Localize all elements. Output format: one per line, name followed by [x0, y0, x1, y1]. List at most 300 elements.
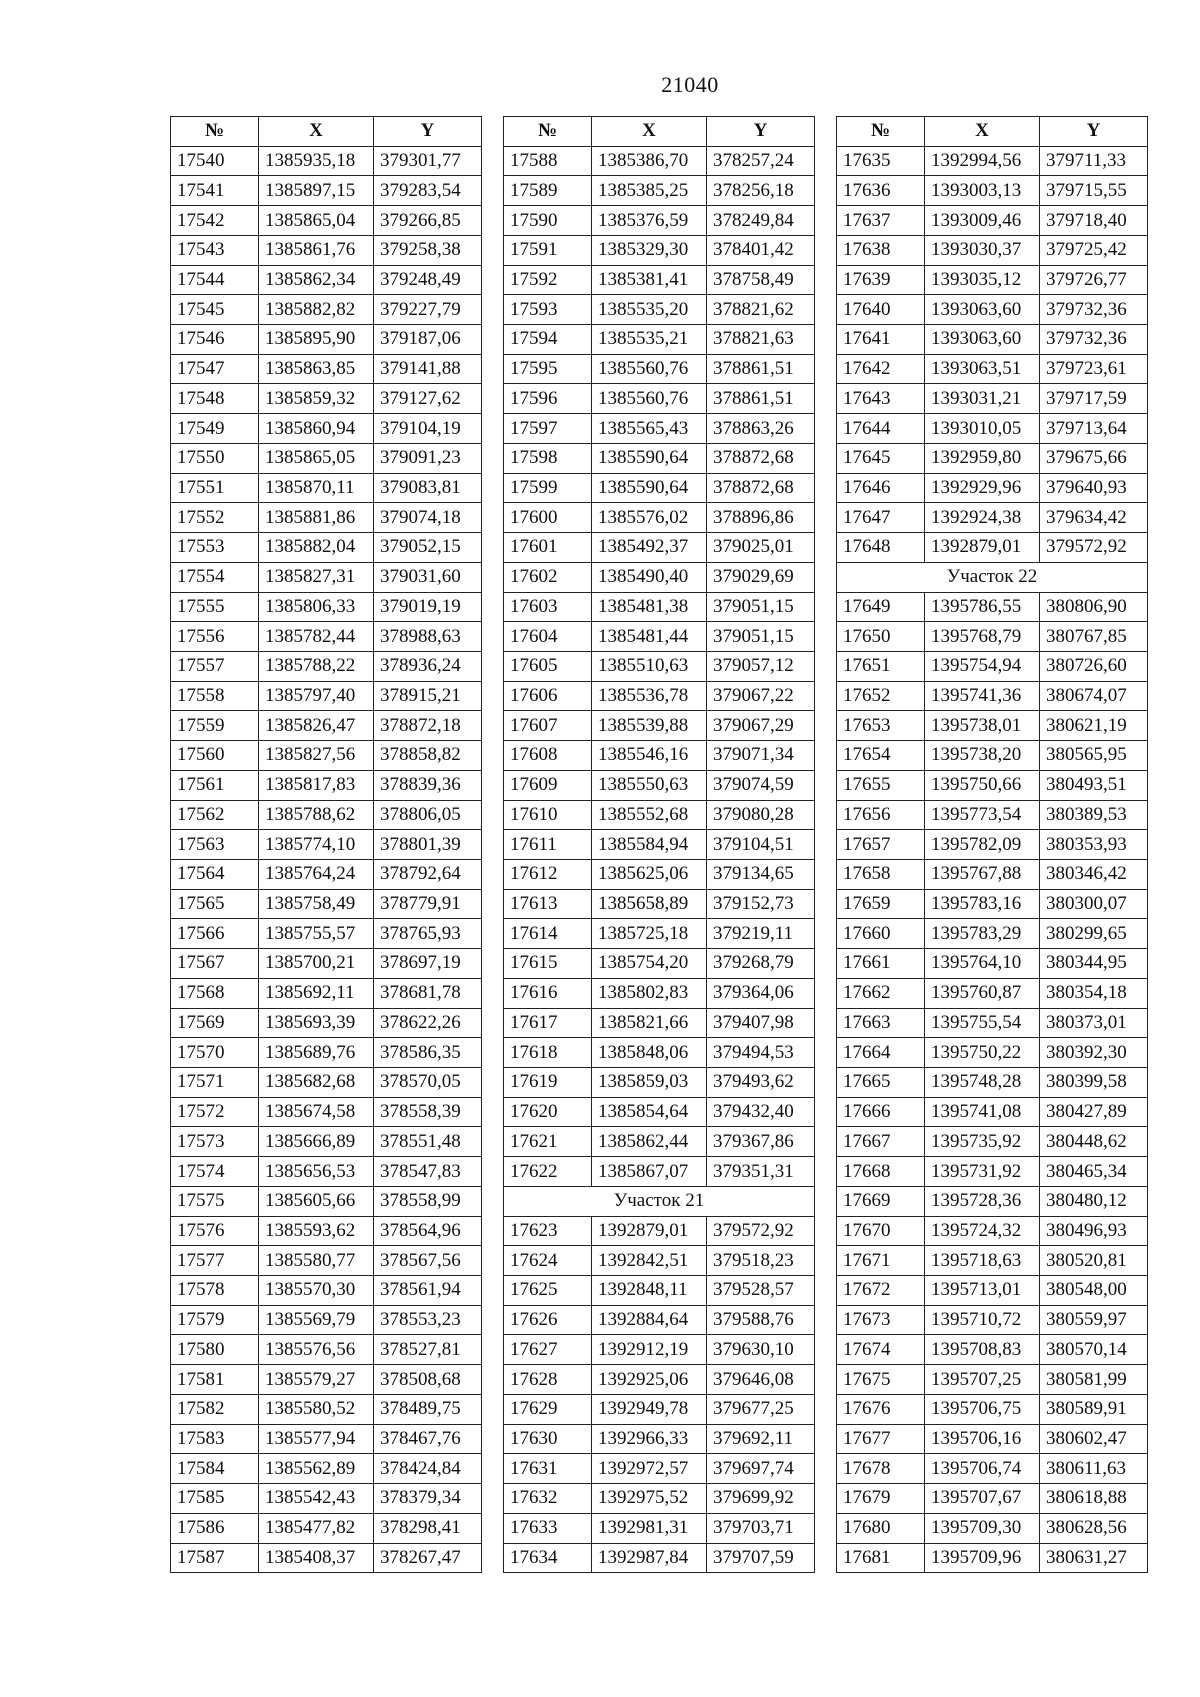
table-row	[837, 473, 1148, 503]
point-number: 17652	[837, 681, 925, 711]
point-number: 17614	[504, 919, 592, 949]
point-number: 17610	[504, 800, 592, 830]
y-coordinate: 378936,24	[374, 651, 482, 681]
y-coordinate: 379640,93	[1040, 473, 1148, 503]
y-coordinate: 380496,93	[1040, 1216, 1148, 1246]
point-number: 17560	[171, 741, 259, 771]
table-row	[837, 384, 1148, 414]
x-coordinate: 1385882,82	[259, 295, 374, 325]
table-row	[171, 681, 482, 711]
point-number: 17574	[171, 1157, 259, 1187]
table-row	[504, 1068, 815, 1098]
x-coordinate: 1385755,57	[259, 919, 374, 949]
point-number: 17555	[171, 592, 259, 622]
table-row	[837, 354, 1148, 384]
x-coordinate: 1385542,43	[259, 1484, 374, 1514]
y-coordinate: 378872,68	[707, 473, 815, 503]
y-coordinate: 378489,75	[374, 1394, 482, 1424]
point-number: 17543	[171, 235, 259, 265]
x-coordinate: 1385826,47	[259, 711, 374, 741]
table-row	[837, 1186, 1148, 1216]
table-row	[171, 830, 482, 860]
x-coordinate: 1385560,76	[592, 354, 707, 384]
table-row	[837, 1157, 1148, 1187]
table-row	[837, 265, 1148, 295]
x-coordinate: 1385881,86	[259, 503, 374, 533]
point-number: 17578	[171, 1276, 259, 1306]
table-row	[171, 562, 482, 592]
x-coordinate: 1385658,89	[592, 889, 707, 919]
x-coordinate: 1395782,09	[925, 830, 1040, 860]
x-coordinate: 1385560,76	[592, 384, 707, 414]
table-row	[837, 741, 1148, 771]
y-coordinate: 379725,42	[1040, 235, 1148, 265]
y-coordinate: 378839,36	[374, 770, 482, 800]
table-row	[837, 1543, 1148, 1573]
table-row	[171, 503, 482, 533]
y-coordinate: 378915,21	[374, 681, 482, 711]
x-coordinate: 1393035,12	[925, 265, 1040, 295]
y-coordinate: 378821,63	[707, 325, 815, 355]
table-row	[504, 325, 815, 355]
x-coordinate: 1395741,36	[925, 681, 1040, 711]
point-number: 17586	[171, 1513, 259, 1543]
point-number: 17664	[837, 1038, 925, 1068]
point-number: 17646	[837, 473, 925, 503]
y-coordinate: 379258,38	[374, 235, 482, 265]
point-number: 17662	[837, 978, 925, 1008]
table-row	[171, 414, 482, 444]
table-row	[837, 889, 1148, 919]
point-number: 17566	[171, 919, 259, 949]
table-row	[837, 533, 1148, 563]
point-number: 17558	[171, 681, 259, 711]
point-number: 17587	[171, 1543, 259, 1573]
y-coordinate: 379067,29	[707, 711, 815, 741]
y-coordinate: 379219,11	[707, 919, 815, 949]
y-coordinate: 378564,96	[374, 1216, 482, 1246]
table-row	[837, 592, 1148, 622]
table-row	[171, 592, 482, 622]
table-row	[837, 235, 1148, 265]
table-row	[171, 146, 482, 176]
section-title: Участок 21	[504, 1186, 815, 1216]
point-number: 17654	[837, 741, 925, 771]
y-coordinate: 380353,93	[1040, 830, 1148, 860]
y-coordinate: 380559,97	[1040, 1305, 1148, 1335]
table-row	[171, 384, 482, 414]
table-row	[504, 800, 815, 830]
y-coordinate: 380480,12	[1040, 1186, 1148, 1216]
x-coordinate: 1385490,40	[592, 562, 707, 592]
y-coordinate: 379692,11	[707, 1424, 815, 1454]
table-row	[171, 1068, 482, 1098]
x-coordinate: 1395706,74	[925, 1454, 1040, 1484]
x-coordinate: 1385510,63	[592, 651, 707, 681]
table-row	[504, 354, 815, 384]
table-row	[837, 1127, 1148, 1157]
table-row	[171, 473, 482, 503]
point-number: 17667	[837, 1127, 925, 1157]
x-coordinate: 1385477,82	[259, 1513, 374, 1543]
point-number: 17659	[837, 889, 925, 919]
point-number: 17642	[837, 354, 925, 384]
header-row	[837, 117, 1148, 147]
point-number: 17660	[837, 919, 925, 949]
x-coordinate: 1395735,92	[925, 1127, 1040, 1157]
x-coordinate: 1385854,64	[592, 1097, 707, 1127]
point-number: 17591	[504, 235, 592, 265]
x-coordinate: 1395708,83	[925, 1335, 1040, 1365]
y-coordinate: 379091,23	[374, 443, 482, 473]
y-coordinate: 380581,99	[1040, 1365, 1148, 1395]
table-row	[837, 176, 1148, 206]
table-row	[171, 1365, 482, 1395]
table-row	[504, 889, 815, 919]
x-coordinate: 1395713,01	[925, 1276, 1040, 1306]
point-number: 17605	[504, 651, 592, 681]
y-coordinate: 380621,19	[1040, 711, 1148, 741]
table-row	[504, 533, 815, 563]
y-coordinate: 378267,47	[374, 1543, 482, 1573]
table-row	[504, 592, 815, 622]
table-row	[504, 622, 815, 652]
table-row	[171, 354, 482, 384]
table-row	[837, 1305, 1148, 1335]
table-row	[837, 1038, 1148, 1068]
x-coordinate: 1393009,46	[925, 206, 1040, 236]
table-row	[171, 711, 482, 741]
point-number: 17635	[837, 146, 925, 176]
x-coordinate: 1392879,01	[592, 1216, 707, 1246]
table-row	[171, 1216, 482, 1246]
table-row	[171, 859, 482, 889]
point-number: 17579	[171, 1305, 259, 1335]
point-number: 17657	[837, 830, 925, 860]
y-coordinate: 378681,78	[374, 978, 482, 1008]
x-coordinate: 1385693,39	[259, 1008, 374, 1038]
y-coordinate: 379677,25	[707, 1394, 815, 1424]
section-row	[504, 1186, 815, 1216]
y-coordinate: 378821,62	[707, 295, 815, 325]
y-coordinate: 379713,64	[1040, 414, 1148, 444]
point-number: 17599	[504, 473, 592, 503]
x-coordinate: 1395748,28	[925, 1068, 1040, 1098]
table-row	[837, 622, 1148, 652]
point-number: 17575	[171, 1186, 259, 1216]
y-coordinate: 378567,56	[374, 1246, 482, 1276]
y-coordinate: 379675,66	[1040, 443, 1148, 473]
point-number: 17594	[504, 325, 592, 355]
point-number: 17585	[171, 1484, 259, 1514]
y-coordinate: 379711,33	[1040, 146, 1148, 176]
table-row	[504, 978, 815, 1008]
x-coordinate: 1385860,94	[259, 414, 374, 444]
x-coordinate: 1395738,01	[925, 711, 1040, 741]
section-title: Участок 22	[837, 562, 1148, 592]
point-number: 17651	[837, 651, 925, 681]
table-row	[504, 1454, 815, 1484]
y-coordinate: 379051,15	[707, 592, 815, 622]
y-coordinate: 379029,69	[707, 562, 815, 592]
x-coordinate: 1385550,63	[592, 770, 707, 800]
y-coordinate: 378863,26	[707, 414, 815, 444]
point-number: 17595	[504, 354, 592, 384]
y-coordinate: 380767,85	[1040, 622, 1148, 652]
point-number: 17638	[837, 235, 925, 265]
point-number: 17559	[171, 711, 259, 741]
x-coordinate: 1393063,60	[925, 325, 1040, 355]
y-coordinate: 378872,18	[374, 711, 482, 741]
x-coordinate: 1385584,94	[592, 830, 707, 860]
y-coordinate: 379083,81	[374, 473, 482, 503]
point-number: 17629	[504, 1394, 592, 1424]
x-coordinate: 1393030,37	[925, 235, 1040, 265]
point-number: 17547	[171, 354, 259, 384]
y-coordinate: 380589,91	[1040, 1394, 1148, 1424]
x-coordinate: 1385859,03	[592, 1068, 707, 1098]
x-coordinate: 1392949,78	[592, 1394, 707, 1424]
point-number: 17567	[171, 949, 259, 979]
y-coordinate: 378861,51	[707, 354, 815, 384]
y-coordinate: 378758,49	[707, 265, 815, 295]
x-coordinate: 1385535,20	[592, 295, 707, 325]
point-number: 17643	[837, 384, 925, 414]
point-number: 17681	[837, 1543, 925, 1573]
point-number: 17619	[504, 1068, 592, 1098]
y-coordinate: 378551,48	[374, 1127, 482, 1157]
x-coordinate: 1395718,63	[925, 1246, 1040, 1276]
table-row	[837, 1097, 1148, 1127]
x-coordinate: 1395783,29	[925, 919, 1040, 949]
table-row	[504, 473, 815, 503]
point-number: 17569	[171, 1008, 259, 1038]
point-number: 17624	[504, 1246, 592, 1276]
x-coordinate: 1385381,41	[592, 265, 707, 295]
x-coordinate: 1395731,92	[925, 1157, 1040, 1187]
table-row	[837, 1335, 1148, 1365]
y-coordinate: 380344,95	[1040, 949, 1148, 979]
x-coordinate: 1395706,75	[925, 1394, 1040, 1424]
table-row	[504, 830, 815, 860]
point-number: 17552	[171, 503, 259, 533]
y-coordinate: 379493,62	[707, 1068, 815, 1098]
x-coordinate: 1385689,76	[259, 1038, 374, 1068]
x-coordinate: 1395773,54	[925, 800, 1040, 830]
point-number: 17604	[504, 622, 592, 652]
x-coordinate: 1385593,62	[259, 1216, 374, 1246]
y-coordinate: 379248,49	[374, 265, 482, 295]
y-coordinate: 379732,36	[1040, 295, 1148, 325]
x-coordinate: 1385862,44	[592, 1127, 707, 1157]
y-coordinate: 378586,35	[374, 1038, 482, 1068]
y-coordinate: 379723,61	[1040, 354, 1148, 384]
table-row	[837, 295, 1148, 325]
x-coordinate: 1392924,38	[925, 503, 1040, 533]
table-row	[504, 1008, 815, 1038]
table-row	[504, 295, 815, 325]
point-number: 17676	[837, 1394, 925, 1424]
x-coordinate: 1395707,67	[925, 1484, 1040, 1514]
x-coordinate: 1385827,56	[259, 741, 374, 771]
table-row	[171, 295, 482, 325]
table-row	[504, 1216, 815, 1246]
x-coordinate: 1385806,33	[259, 592, 374, 622]
table-row	[171, 741, 482, 771]
header-x: X	[925, 117, 1040, 147]
x-coordinate: 1385565,43	[592, 414, 707, 444]
table-row	[837, 919, 1148, 949]
x-coordinate: 1385590,64	[592, 443, 707, 473]
y-coordinate: 379227,79	[374, 295, 482, 325]
table-row	[171, 1276, 482, 1306]
point-number: 17611	[504, 830, 592, 860]
point-number: 17581	[171, 1365, 259, 1395]
x-coordinate: 1385895,90	[259, 325, 374, 355]
x-coordinate: 1392972,57	[592, 1454, 707, 1484]
y-coordinate: 378257,24	[707, 146, 815, 176]
x-coordinate: 1393063,51	[925, 354, 1040, 384]
point-number: 17669	[837, 1186, 925, 1216]
table-row	[504, 919, 815, 949]
point-number: 17626	[504, 1305, 592, 1335]
x-coordinate: 1385535,21	[592, 325, 707, 355]
y-coordinate: 379052,15	[374, 533, 482, 563]
table-row	[504, 711, 815, 741]
x-coordinate: 1395750,22	[925, 1038, 1040, 1068]
point-number: 17644	[837, 414, 925, 444]
x-coordinate: 1385802,83	[592, 978, 707, 1008]
header-num: №	[504, 117, 592, 147]
x-coordinate: 1385865,04	[259, 206, 374, 236]
table-row	[837, 1365, 1148, 1395]
table-row	[504, 1513, 815, 1543]
point-number: 17649	[837, 592, 925, 622]
point-number: 17661	[837, 949, 925, 979]
table-row	[837, 503, 1148, 533]
y-coordinate: 379703,71	[707, 1513, 815, 1543]
y-coordinate: 379588,76	[707, 1305, 815, 1335]
x-coordinate: 1385552,68	[592, 800, 707, 830]
x-coordinate: 1385580,52	[259, 1394, 374, 1424]
point-number: 17637	[837, 206, 925, 236]
y-coordinate: 379367,86	[707, 1127, 815, 1157]
y-coordinate: 379080,28	[707, 800, 815, 830]
table-row	[837, 1068, 1148, 1098]
x-coordinate: 1385674,58	[259, 1097, 374, 1127]
x-coordinate: 1385385,25	[592, 176, 707, 206]
point-number: 17647	[837, 503, 925, 533]
y-coordinate: 378622,26	[374, 1008, 482, 1038]
x-coordinate: 1393063,60	[925, 295, 1040, 325]
table-row	[171, 889, 482, 919]
y-coordinate: 379074,18	[374, 503, 482, 533]
table-row	[171, 1394, 482, 1424]
point-number: 17613	[504, 889, 592, 919]
table-row	[171, 1038, 482, 1068]
x-coordinate: 1385692,11	[259, 978, 374, 1008]
table-row	[504, 562, 815, 592]
point-number: 17609	[504, 770, 592, 800]
x-coordinate: 1395710,72	[925, 1305, 1040, 1335]
table-row	[171, 265, 482, 295]
table-row	[504, 503, 815, 533]
y-coordinate: 378697,19	[374, 949, 482, 979]
y-coordinate: 378806,05	[374, 800, 482, 830]
x-coordinate: 1385848,06	[592, 1038, 707, 1068]
y-coordinate: 380631,27	[1040, 1543, 1148, 1573]
point-number: 17679	[837, 1484, 925, 1514]
point-number: 17622	[504, 1157, 592, 1187]
table-row	[171, 770, 482, 800]
table-row	[171, 1127, 482, 1157]
y-coordinate: 379104,51	[707, 830, 815, 860]
coordinates-table-3	[836, 116, 1148, 1573]
point-number: 17612	[504, 859, 592, 889]
table-row	[504, 384, 815, 414]
y-coordinate: 378508,68	[374, 1365, 482, 1395]
point-number: 17677	[837, 1424, 925, 1454]
table-row	[504, 1394, 815, 1424]
y-coordinate: 379518,23	[707, 1246, 815, 1276]
point-number: 17553	[171, 533, 259, 563]
x-coordinate: 1395738,20	[925, 741, 1040, 771]
x-coordinate: 1385821,66	[592, 1008, 707, 1038]
point-number: 17584	[171, 1454, 259, 1484]
table-row	[837, 770, 1148, 800]
x-coordinate: 1385539,88	[592, 711, 707, 741]
y-coordinate: 378379,34	[374, 1484, 482, 1514]
table-row	[837, 1276, 1148, 1306]
x-coordinate: 1392959,80	[925, 443, 1040, 473]
table-row	[171, 919, 482, 949]
point-number: 17666	[837, 1097, 925, 1127]
x-coordinate: 1392842,51	[592, 1246, 707, 1276]
x-coordinate: 1392966,33	[592, 1424, 707, 1454]
x-coordinate: 1385682,68	[259, 1068, 374, 1098]
header-y: Y	[707, 117, 815, 147]
y-coordinate: 379104,19	[374, 414, 482, 444]
point-number: 17674	[837, 1335, 925, 1365]
x-coordinate: 1385700,21	[259, 949, 374, 979]
y-coordinate: 380373,01	[1040, 1008, 1148, 1038]
table-row	[171, 1335, 482, 1365]
y-coordinate: 380674,07	[1040, 681, 1148, 711]
point-number: 17549	[171, 414, 259, 444]
point-number: 17541	[171, 176, 259, 206]
y-coordinate: 379283,54	[374, 176, 482, 206]
x-coordinate: 1385666,89	[259, 1127, 374, 1157]
x-coordinate: 1385576,02	[592, 503, 707, 533]
point-number: 17600	[504, 503, 592, 533]
y-coordinate: 379494,53	[707, 1038, 815, 1068]
x-coordinate: 1385579,27	[259, 1365, 374, 1395]
table-row	[504, 1543, 815, 1573]
point-number: 17592	[504, 265, 592, 295]
table-row	[171, 622, 482, 652]
table-row	[837, 681, 1148, 711]
table-row	[837, 1394, 1148, 1424]
x-coordinate: 1395706,16	[925, 1424, 1040, 1454]
y-coordinate: 380726,60	[1040, 651, 1148, 681]
table-row	[504, 235, 815, 265]
x-coordinate: 1385882,04	[259, 533, 374, 563]
table-row	[171, 1513, 482, 1543]
table-row	[837, 800, 1148, 830]
table-row	[837, 1484, 1148, 1514]
y-coordinate: 378401,42	[707, 235, 815, 265]
table-row	[837, 949, 1148, 979]
